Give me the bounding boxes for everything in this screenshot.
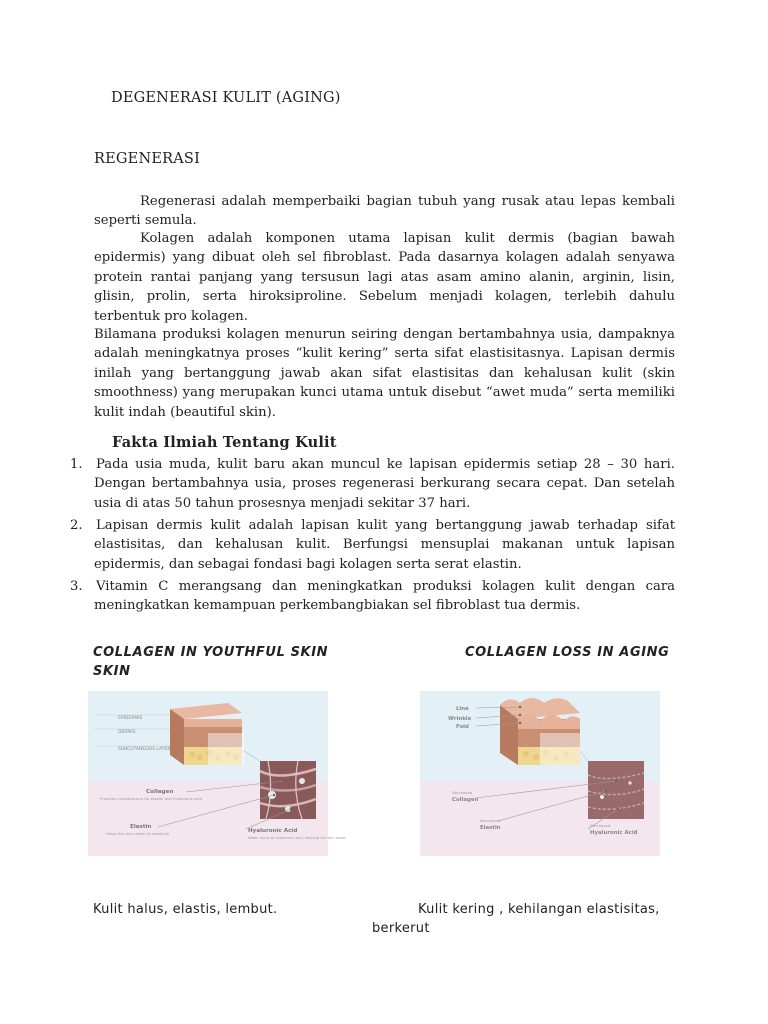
label-fold: Fold — [456, 724, 469, 730]
label-decreased-hyaluronic: Decreased — [590, 823, 611, 828]
facts-heading: Fakta Ilmiah Tentang Kulit — [112, 434, 337, 451]
paragraph-kolagen: Kolagen adalah komponen utama lapisan kulit dermis (bagian bawah epidermis) yang dibuat oleh sel fibroblast. Pada dasarnya kolagen adalah senyawa protein rantai panjang yang tersusun lagi atas asam amino alanin, arginin, lisin, glisin, prolin, serta hiroksiproline. Sebelum menjadi kolagen, terlebih dahulu terbentuk pro kolagen. — [94, 231, 675, 324]
fact-text: Vitamin C merangsang dan meningkatkan produksi kolagen kulit dengan cara meningkatkan kemampuan perkembangbiakan sel fibroblast tua dermis. — [94, 579, 675, 614]
label-elastin-desc: Helps the skin retain its elasticity — [106, 831, 170, 836]
label-collagen-desc: Provides infrastructure for elastin and hyaluronic acid — [100, 796, 202, 801]
paragraph-regenerasi: Regenerasi adalah memperbaiki bagian tubuh yang rusak atau lepas kembali seperti semula. — [94, 194, 675, 229]
label-hyaluronic-acid: Hyaluronic Acid — [248, 828, 298, 834]
fact-text: Lapisan dermis kulit adalah lapisan kulit yang bertanggung jawab terhadap sifat elastisitas, dan kehalusan kulit. Berfungsi mensuplai makanan untuk lapisan epidermis, dan sebagai fondasi bagi kolagen serta serat elastin. — [94, 518, 675, 572]
youthful-skin-illustration — [88, 691, 346, 856]
caption-aging-skin: COLLAGEN LOSS IN AGING — [465, 645, 670, 660]
youthful-skin-description: Kulit halus, elastis, lembut. — [93, 902, 278, 917]
label-decreased-collagen: Decreased — [452, 790, 473, 795]
label-line: Line — [456, 706, 469, 712]
aging-skin-illustration — [420, 691, 660, 856]
aging-skin-description: Kulit kering , kehilangan elastisitas, — [418, 902, 660, 917]
aging-skin-description-cont: berkerut — [372, 921, 430, 936]
label-elastin: Elastin — [480, 825, 501, 831]
label-collagen: Collagen — [146, 789, 174, 795]
label-decreased-elastin: Decreased — [480, 818, 501, 823]
fact-number: 3. — [70, 579, 83, 594]
aged-skin-block-icon — [500, 698, 580, 765]
paragraph-produksi-kolagen: Bilamana produksi kolagen menurun seiring dengan bertambahnya usia, dampaknya adalah meningkatnya proses “kulit kering” serta sifat elastisitasnya. Lapisan dermis inilah yang bertanggung jawab akan sifat elastisitas dan kehalusan kulit (skin smoothness) yang merupakan kunci utama untuk disebut “awet muda” serta memiliki kulit indah (beautiful skin). — [94, 327, 675, 420]
skin-block-icon — [170, 703, 244, 765]
label-hyaluronic-desc: Water binds to hyaluronic acid, keeping the skin moist — [248, 836, 346, 840]
fact-number: 1. — [70, 457, 83, 472]
fact-text: Pada usia muda, kulit baru akan muncul ke lapisan epidermis setiap 28 – 30 hari. Dengan bertambahnya usia, proses regenerasi berkurang secara cepat. Dan setelah usia di atas 50 tahun prosesnya menjadi sekitar 37 hari. — [94, 457, 675, 511]
label-elastin: Elastin — [130, 824, 152, 830]
label-subcutaneous: SUBCUTANEOUS LAYER — [118, 747, 171, 752]
label-hyaluronic-acid: Hyaluronic Acid — [590, 830, 638, 836]
caption-youthful-skin: COLLAGEN IN YOUTHFUL SKIN SKIN — [93, 645, 329, 679]
label-epidermis: EPIDERMIS — [118, 716, 143, 721]
document-title: DEGENERASI KULIT (AGING) — [111, 90, 341, 106]
label-wrinkle: Wrinkle — [448, 716, 472, 722]
label-collagen: Collagen — [452, 797, 479, 803]
section-heading: REGENERASI — [94, 151, 200, 167]
label-dermis: DERMIS — [118, 730, 136, 735]
fact-number: 2. — [70, 518, 83, 533]
